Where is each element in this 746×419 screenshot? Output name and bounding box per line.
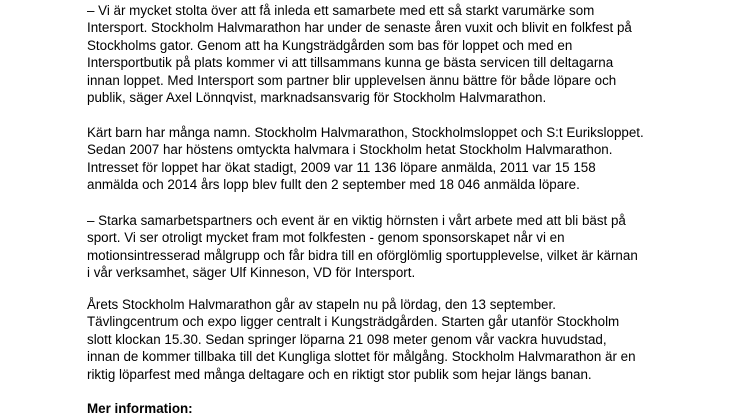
text-line: innan loppet. Med Intersport som partner blir upplevelsen ännu bättre för både löpare och: [87, 72, 617, 88]
more-info-heading: Mer information:: [87, 401, 193, 416]
text-line: slott klockan 15.30. Sedan springer löparna 21 098 meter genom vår vackra huvudstad,: [87, 331, 607, 347]
text-line: Tävlingcentrum och expo ligger centralt i Kungsträdgården. Starten går utanför Stockholm: [87, 314, 620, 330]
paragraph-quote-lonnqvist: [87, 2, 632, 106]
text-line: Årets Stockholm Halvmarathon går av stapeln nu på lördag, den 13 september.: [87, 297, 556, 312]
text-line: i vår verksamhet, säger Ulf Kinneson, VD för Intersport.: [87, 265, 416, 281]
text-line: Stockholms gator. Genom att ha Kungsträdgården som bas för loppet och med en: [87, 37, 573, 53]
text-line: Sedan 2007 har höstens omtyckta halvmara i Stockholm hetat Stockholm Halvmarathon.: [87, 142, 613, 158]
paragraph-history: [87, 124, 644, 194]
text-line: – Vi är mycket stolta över att få inleda ett samarbete med ett så starkt varumärke som: [87, 3, 595, 18]
paragraph-quote-kinneson: [87, 212, 638, 282]
text-line: publik, säger Axel Lönnqvist, marknadsansvarig för Stockholm Halvmarathon.: [87, 89, 547, 105]
text-line: Intersportbutik på plats kommer vi att tillsammans kunna ge bästa servicen till deltagarna: [87, 55, 614, 71]
text-line: innan de kommer tillbaka till det Kungliga slottet för målgång. Stockholm Halvmarathon är en: [87, 349, 636, 365]
text-line: Kärt barn har många namn. Stockholm Halvmarathon, Stockholmsloppet och S:t Euriksloppet.: [87, 125, 644, 140]
text-line: Intresset för loppet har ökat stadigt, 2009 var 11 136 löpare anmälda, 2011 var 15 158: [87, 159, 596, 175]
text-line: riktig löparfest med många deltagare och en riktigt stor publik som hejar längs banan.: [87, 366, 592, 382]
text-line: Intersport. Stockholm Halvmarathon har under de senaste åren vuxit och blivit en folkfest på: [87, 20, 632, 36]
text-line: sport. Vi ser otroligt mycket fram mot folkfesten - genom sponsorskapet når vi en: [87, 230, 565, 246]
text-line: anmälda och 2014 års lopp blev fullt den 2 september med 18 046 anmälda löpare.: [87, 177, 580, 193]
paragraph-race-info: [87, 296, 636, 383]
text-line: motionsintresserad målgrupp och får bidra till en oförglömlig sportupplevelse, vilket är kärnan: [87, 247, 638, 263]
text-line: – Starka samarbetspartners och event är en viktig hörnsten i vårt arbete med att bli bäst på: [87, 213, 626, 228]
